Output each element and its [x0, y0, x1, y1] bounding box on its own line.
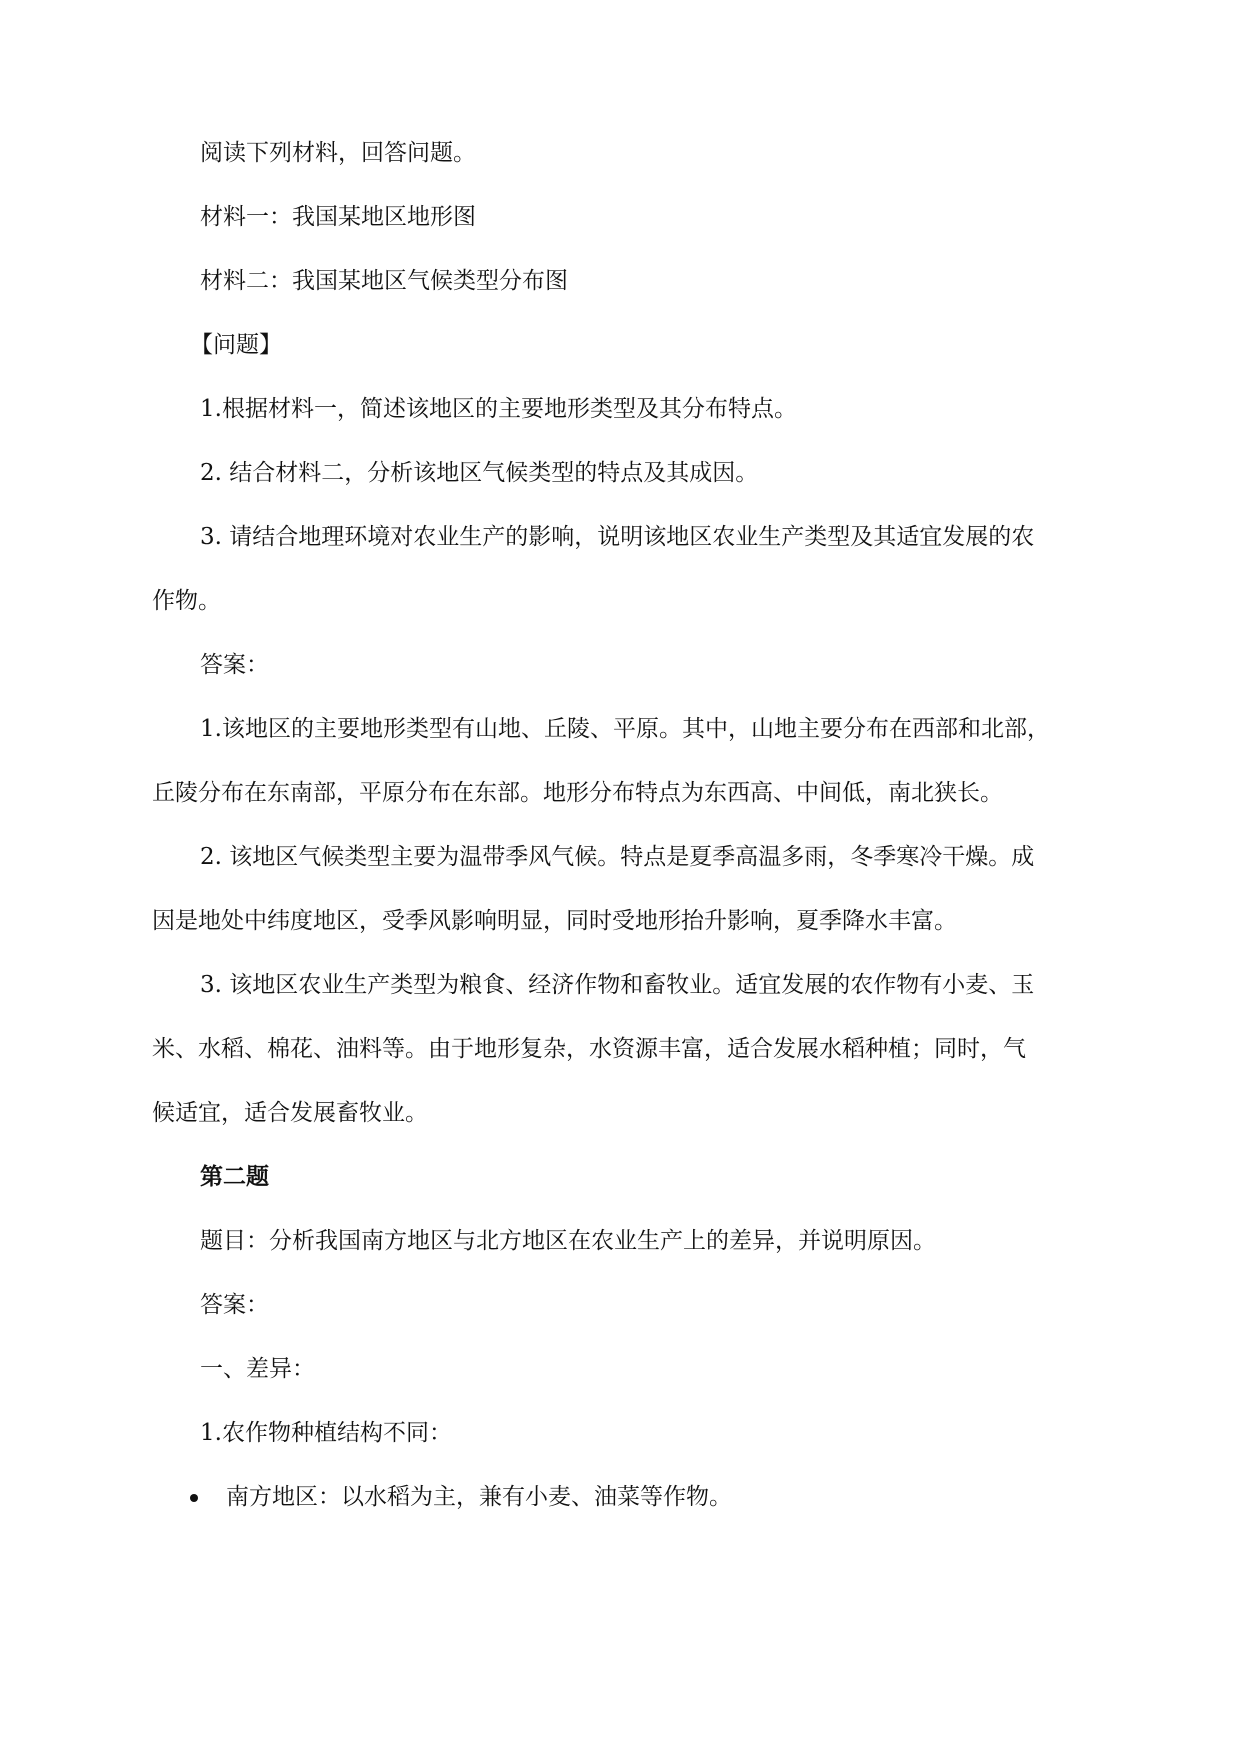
question-1: 1.根据材料一，简述该地区的主要地形类型及其分布特点。	[200, 396, 797, 422]
material-2-text: 材料二：我国某地区气候类型分布图	[200, 268, 568, 294]
question-3-line-2: 作物。	[152, 588, 221, 614]
section-2-answer-label: 答案：	[200, 1292, 269, 1318]
answer-1-line-2: 丘陵分布在东南部，平原分布在东部。地形分布特点为东西高、中间低，南北狭长。	[152, 780, 1003, 806]
question-3-line-1: 3. 请结合地理环境对农业生产的影响，说明该地区农业生产类型及其适宜发展的农	[200, 524, 1035, 550]
questions-header: 【问题】	[190, 332, 282, 358]
answer-3-line-3: 候适宜，适合发展畜牧业。	[152, 1100, 428, 1126]
question-2: 2. 结合材料二，分析该地区气候类型的特点及其成因。	[200, 460, 759, 486]
material-1-text: 材料一：我国某地区地形图	[200, 204, 476, 230]
bullet-south-region: 南方地区：以水稻为主，兼有小麦、油菜等作物。	[226, 1484, 732, 1510]
section-2-title: 第二题	[200, 1163, 269, 1190]
answer-3-line-1: 3. 该地区农业生产类型为粮食、经济作物和畜牧业。适宜发展的农作物有小麦、玉	[200, 972, 1035, 998]
difference-1-heading: 1.农作物种植结构不同：	[200, 1420, 452, 1446]
answer-2-line-2: 因是地处中纬度地区，受季风影响明显，同时受地形抬升影响，夏季降水丰富。	[152, 908, 957, 934]
answer-1-line-1: 1.该地区的主要地形类型有山地、丘陵、平原。其中，山地主要分布在西部和北部，	[200, 716, 1050, 742]
section-2-question: 题目：分析我国南方地区与北方地区在农业生产上的差异，并说明原因。	[200, 1228, 936, 1254]
differences-heading: 一、差异：	[200, 1356, 315, 1382]
bullet-icon	[190, 1494, 198, 1502]
answer-3-line-2: 米、水稻、棉花、油料等。由于地形复杂，水资源丰富，适合发展水稻种植；同时，气	[152, 1036, 1026, 1062]
answer-label: 答案：	[200, 652, 269, 678]
intro-text: 阅读下列材料，回答问题。	[200, 140, 476, 166]
answer-2-line-1: 2. 该地区气候类型主要为温带季风气候。特点是夏季高温多雨，冬季寒冷干燥。成	[200, 844, 1035, 870]
